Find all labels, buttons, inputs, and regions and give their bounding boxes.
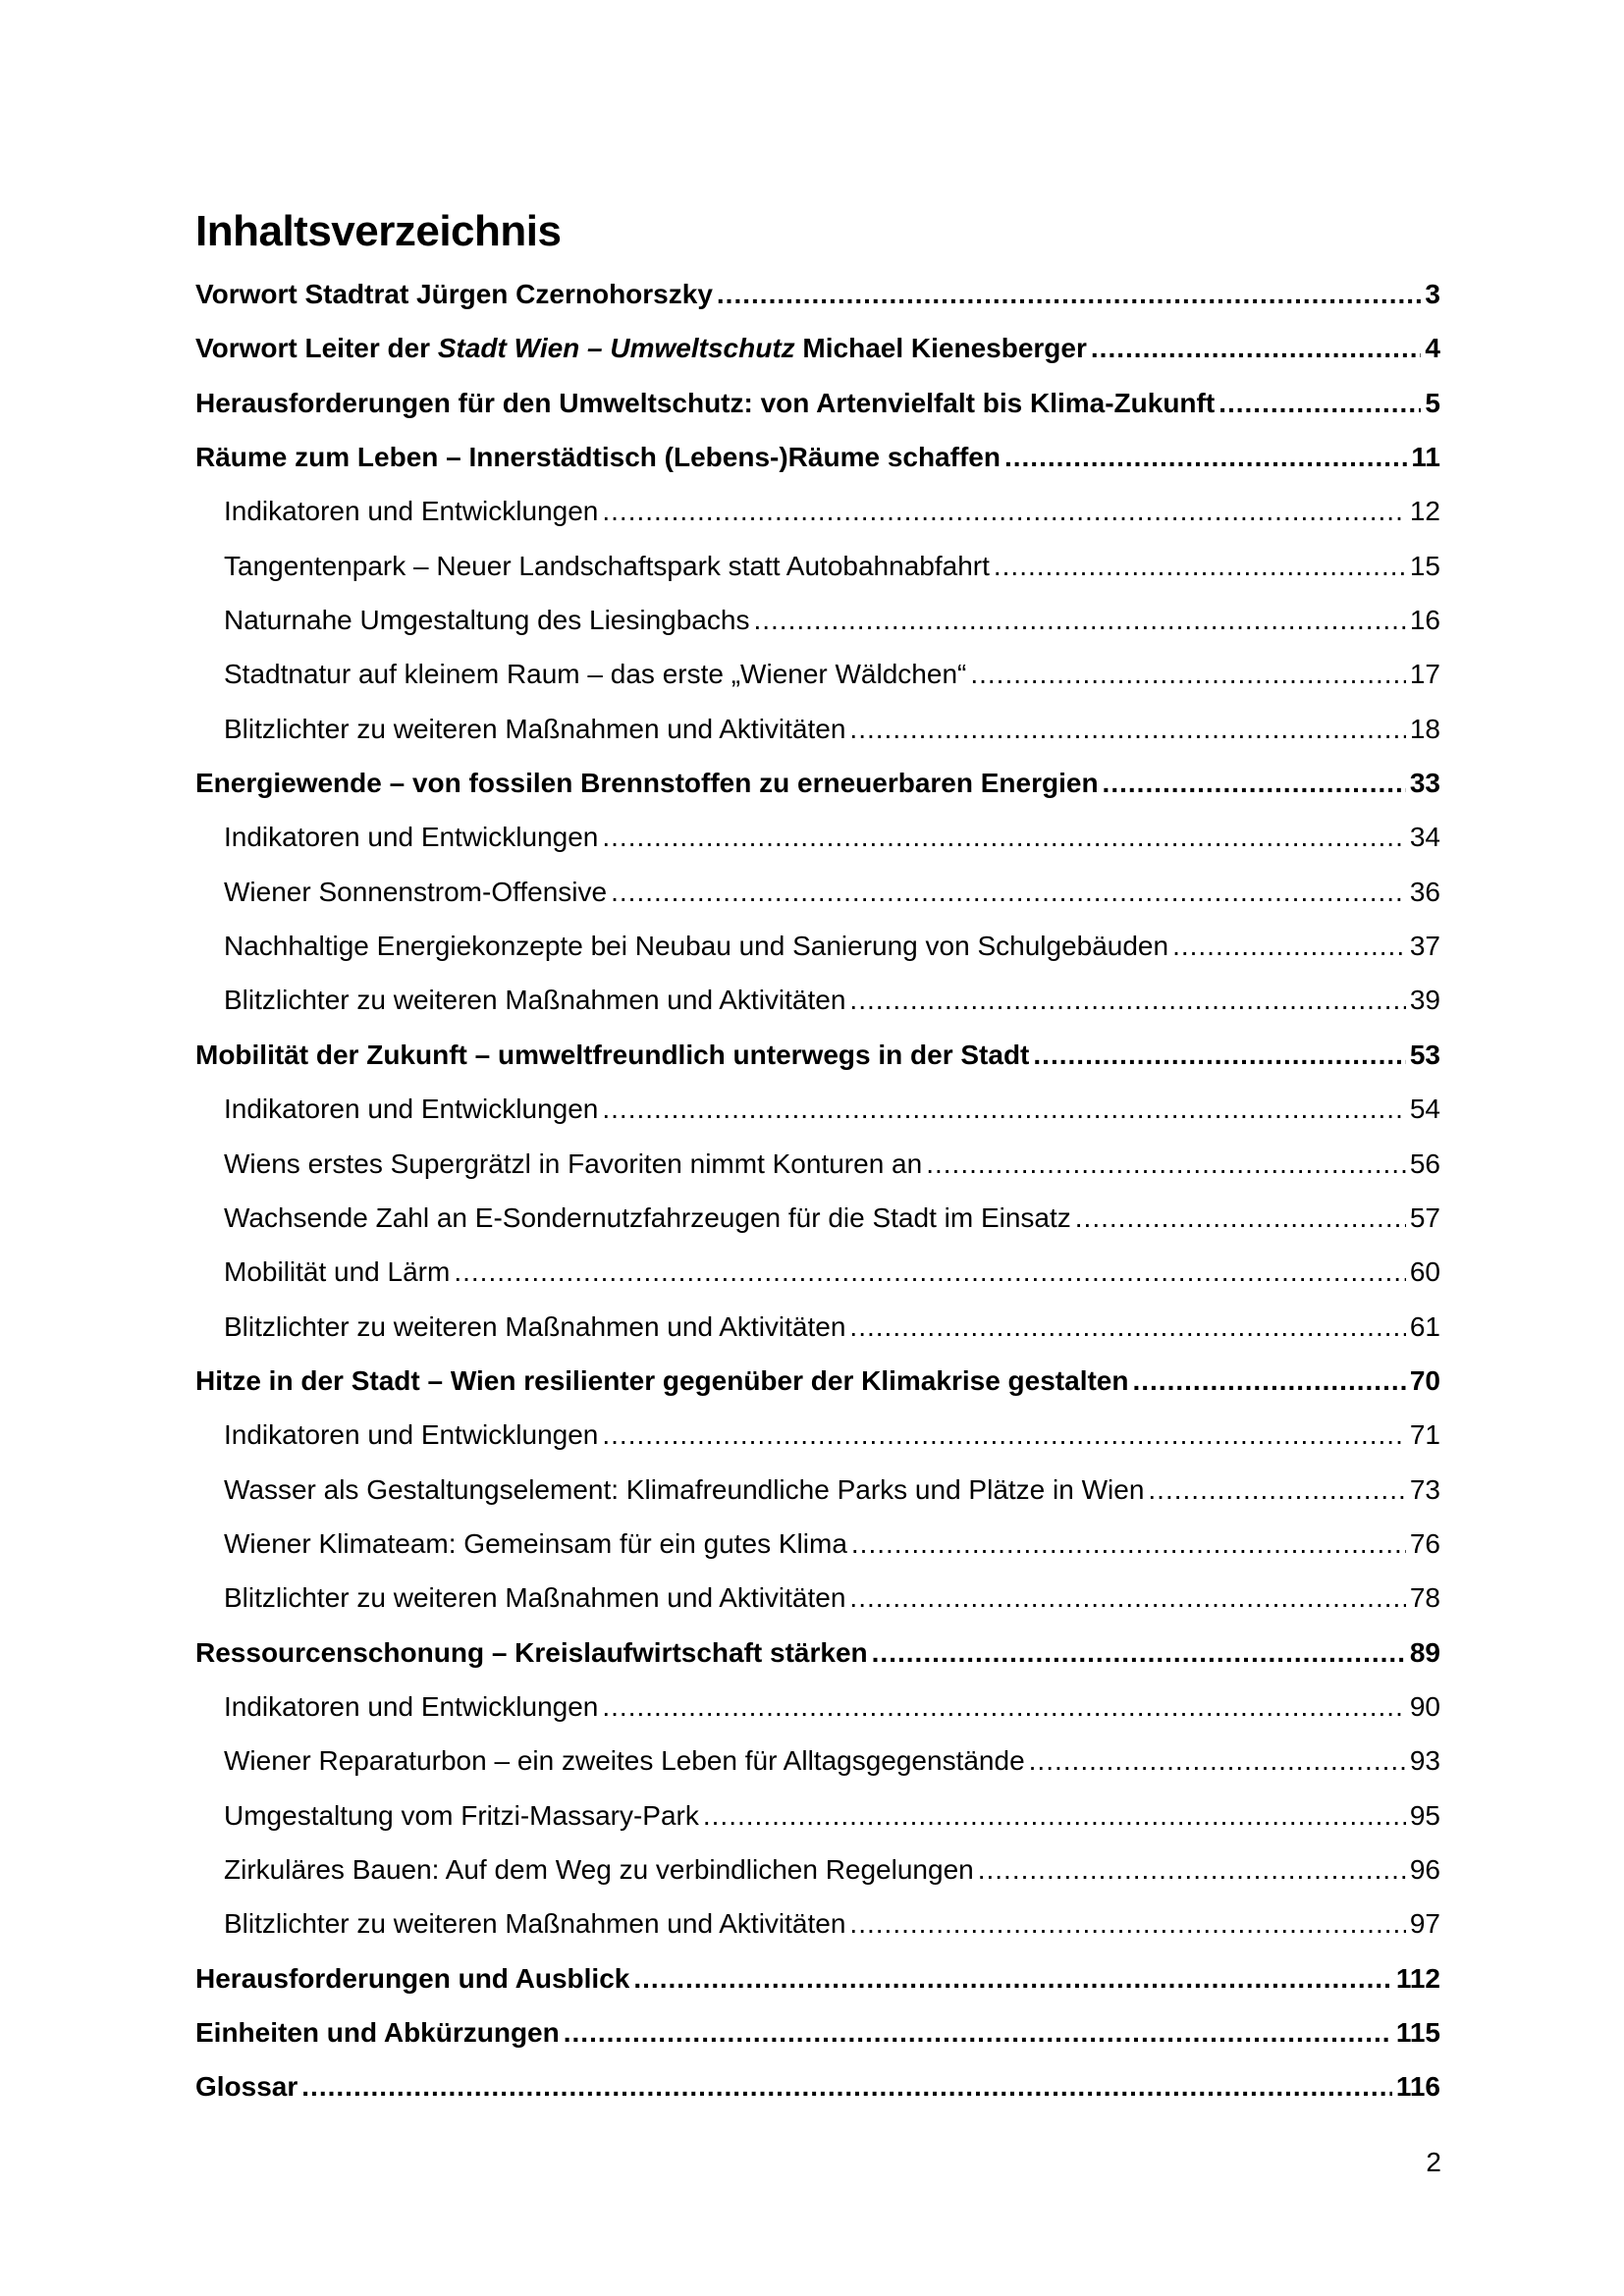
- toc-section-entry[interactable]: [195, 1245, 1440, 1299]
- dot-leader: [602, 1408, 1405, 1462]
- toc-entry-page: 39: [1409, 985, 1440, 1016]
- toc-entry-page: 89: [1409, 1636, 1440, 1668]
- toc-section-entry[interactable]: [195, 1734, 1440, 1788]
- toc-chapter-entry[interactable]: [195, 267, 1440, 321]
- dot-leader: [849, 973, 1405, 1027]
- toc-section-entry[interactable]: [195, 1842, 1440, 1896]
- dot-leader: [1033, 1028, 1405, 1082]
- toc-section-entry[interactable]: [195, 1463, 1440, 1517]
- dot-leader: [611, 865, 1406, 919]
- dot-leader: [602, 484, 1405, 538]
- dot-leader: [1103, 756, 1406, 810]
- toc-entry-page: 116: [1395, 2071, 1440, 2103]
- page-number: 2: [1426, 2147, 1441, 2177]
- toc-entry-title: Indikatoren und Entwicklungen: [224, 1690, 599, 1722]
- toc-entry-title: Indikatoren und Entwicklungen: [224, 1419, 599, 1451]
- toc-entry-title: Stadtnatur auf kleinem Raum – das erste „Wiener Wäldchen“: [224, 659, 967, 690]
- toc-entry-title: Räume zum Leben – Innerstädtisch (Lebens-)Räume schaffen: [195, 442, 1001, 473]
- toc-section-entry[interactable]: [195, 539, 1440, 593]
- dot-leader: [994, 539, 1406, 593]
- dot-leader: [1075, 1191, 1406, 1245]
- toc-section-entry[interactable]: [195, 810, 1440, 864]
- dot-leader: [602, 1680, 1405, 1734]
- dot-leader: [978, 1842, 1406, 1896]
- toc-entry-title: Blitzlichter zu weiteren Maßnahmen und Aktivitäten: [224, 1310, 846, 1342]
- toc-entry-page: 115: [1395, 2017, 1440, 2048]
- dot-leader: [1091, 321, 1422, 375]
- dot-leader: [849, 1300, 1405, 1354]
- toc-entry-page: 17: [1409, 659, 1440, 690]
- toc-entry-title-part: Vorwort Leiter der: [195, 333, 438, 364]
- toc-chapter-entry[interactable]: [195, 1028, 1440, 1082]
- toc-entry-title: Blitzlichter zu weiteren Maßnahmen und Aktivitäten: [224, 713, 846, 744]
- toc-entry-title: Wiens erstes Supergrätzl in Favoriten nimmt Konturen an: [224, 1148, 923, 1179]
- toc-entry-title: Tangentenpark – Neuer Landschaftspark statt Autobahnabfahrt: [224, 550, 990, 581]
- toc-section-entry[interactable]: [195, 973, 1440, 1027]
- toc-entry-page: 112: [1395, 1962, 1440, 1994]
- toc-section-entry[interactable]: [195, 1082, 1440, 1136]
- toc-entry-page: 34: [1409, 822, 1440, 853]
- toc-entry-page: 12: [1409, 496, 1440, 527]
- toc-section-entry[interactable]: [195, 1896, 1440, 1950]
- toc-entry-page: 60: [1409, 1256, 1440, 1288]
- toc-entry-page: 54: [1409, 1094, 1440, 1125]
- toc-chapter-entry[interactable]: [195, 756, 1440, 810]
- dot-leader: [602, 810, 1405, 864]
- dot-leader: [851, 1517, 1406, 1571]
- toc-entry-title: Vorwort Stadtrat Jürgen Czernohorszky: [195, 279, 713, 309]
- toc-chapter-entry[interactable]: [195, 430, 1440, 484]
- toc-entry-title: [195, 321, 1087, 375]
- toc-entry-page: 96: [1409, 1853, 1440, 1885]
- toc-entry-page: 3: [1425, 279, 1440, 309]
- toc-entry-page: 18: [1409, 713, 1440, 744]
- toc-entry-title: Blitzlichter zu weiteren Maßnahmen und Aktivitäten: [224, 1582, 846, 1614]
- toc-entry-title: Naturnahe Umgestaltung des Liesingbachs: [224, 605, 750, 636]
- toc-entry-title: Wachsende Zahl an E-Sondernutzfahrzeugen für die Stadt im Einsatz: [224, 1201, 1071, 1233]
- toc-entry-page: 76: [1409, 1527, 1440, 1559]
- document-page: [195, 196, 1440, 2114]
- toc-entry-title: Blitzlichter zu weiteren Maßnahmen und Aktivitäten: [224, 985, 846, 1016]
- toc-entry-title: Hitze in der Stadt – Wien resilienter gegenüber der Klimakrise gestalten: [195, 1364, 1129, 1396]
- toc-entry-page: 16: [1409, 605, 1440, 636]
- toc-entry-page: 78: [1409, 1582, 1440, 1614]
- toc-section-entry[interactable]: [195, 1571, 1440, 1625]
- dot-leader: [872, 1626, 1406, 1680]
- dot-leader: [1132, 1354, 1405, 1408]
- toc-chapter-entry[interactable]: [195, 2059, 1440, 2113]
- toc-section-entry[interactable]: [195, 1408, 1440, 1462]
- toc-entry-title: Wiener Klimateam: Gemeinsam für ein gutes Klima: [224, 1527, 847, 1559]
- toc-section-entry[interactable]: [195, 1300, 1440, 1354]
- dot-leader: [970, 647, 1406, 701]
- dot-leader: [849, 702, 1405, 756]
- toc-entry-page: 53: [1409, 1039, 1440, 1070]
- toc-chapter-entry[interactable]: [195, 1951, 1440, 2005]
- toc-entry-page: 90: [1409, 1690, 1440, 1722]
- toc-chapter-entry[interactable]: [195, 2005, 1440, 2059]
- toc-entry-page: 61: [1409, 1310, 1440, 1342]
- dot-leader: [1218, 376, 1421, 430]
- toc-section-entry[interactable]: [195, 1137, 1440, 1191]
- toc-entry-page: 95: [1409, 1799, 1440, 1831]
- toc-chapter-entry[interactable]: [195, 321, 1440, 375]
- dot-leader: [753, 593, 1405, 647]
- toc-entry-title: Herausforderungen und Ausblick: [195, 1962, 630, 1994]
- toc-entry-title: Umgestaltung vom Fritzi-Massary-Park: [224, 1799, 699, 1831]
- toc-entry-page: 56: [1409, 1148, 1440, 1179]
- table-of-contents: [195, 267, 1440, 2114]
- toc-entry-title: Indikatoren und Entwicklungen: [224, 496, 599, 527]
- toc-entry-title: Nachhaltige Energiekonzepte bei Neubau und Sanierung von Schulgebäuden: [224, 931, 1169, 962]
- toc-entry-title: Energiewende – von fossilen Brennstoffen zu erneuerbaren Energien: [195, 768, 1099, 799]
- toc-entry-title: Herausforderungen für den Umweltschutz: von Artenvielfalt bis Klima-Zukunft: [195, 387, 1216, 418]
- toc-section-entry[interactable]: [195, 647, 1440, 701]
- toc-section-entry[interactable]: [195, 1789, 1440, 1842]
- dot-leader: [703, 1789, 1406, 1842]
- toc-entry-title: Blitzlichter zu weiteren Maßnahmen und Aktivitäten: [224, 1908, 846, 1940]
- dot-leader: [602, 1082, 1405, 1136]
- dot-leader: [1172, 919, 1406, 973]
- toc-entry-page: 15: [1409, 550, 1440, 581]
- toc-entry-page: 37: [1409, 931, 1440, 962]
- dot-leader: [1148, 1463, 1405, 1517]
- toc-entry-page: 33: [1409, 768, 1440, 799]
- dot-leader: [717, 267, 1422, 321]
- dot-leader: [301, 2059, 1392, 2113]
- toc-entry-page: 11: [1411, 442, 1440, 473]
- toc-entry-page: 57: [1409, 1201, 1440, 1233]
- toc-entry-page: 97: [1409, 1908, 1440, 1940]
- toc-chapter-entry[interactable]: [195, 1626, 1440, 1680]
- toc-entry-title: Ressourcenschonung – Kreislaufwirtschaft stärken: [195, 1636, 868, 1668]
- dot-leader: [849, 1571, 1405, 1625]
- toc-chapter-entry[interactable]: [195, 1354, 1440, 1408]
- toc-entry-title: Glossar: [195, 2071, 298, 2103]
- toc-entry-title: Indikatoren und Entwicklungen: [224, 1094, 599, 1125]
- toc-section-entry[interactable]: [195, 484, 1440, 538]
- dot-leader: [564, 2005, 1392, 2059]
- dot-leader: [1004, 430, 1407, 484]
- dot-leader: [454, 1245, 1406, 1299]
- toc-entry-title-italic: Stadt Wien – Umweltschutz: [437, 333, 795, 364]
- toc-entry-title: Einheiten und Abkürzungen: [195, 2017, 560, 2048]
- toc-entry-title: Zirkuläres Bauen: Auf dem Weg zu verbindlichen Regelungen: [224, 1853, 974, 1885]
- toc-heading: Inhaltsverzeichnis: [195, 207, 562, 255]
- toc-entry-title: Wiener Sonnenstrom-Offensive: [224, 876, 608, 907]
- toc-section-entry[interactable]: [195, 1517, 1440, 1571]
- toc-entry-title: Wasser als Gestaltungselement: Klimafreundliche Parks und Plätze in Wien: [224, 1473, 1145, 1505]
- toc-entry-page: 93: [1409, 1745, 1440, 1777]
- toc-chapter-entry[interactable]: [195, 376, 1440, 430]
- toc-entry-page: 4: [1425, 333, 1440, 364]
- toc-entry-title: Mobilität der Zukunft – umweltfreundlich unterwegs in der Stadt: [195, 1039, 1030, 1070]
- toc-section-entry[interactable]: [195, 1680, 1440, 1734]
- dot-leader: [1029, 1734, 1406, 1788]
- dot-leader: [633, 1951, 1391, 2005]
- toc-entry-page: 71: [1409, 1419, 1440, 1451]
- dot-leader: [926, 1137, 1406, 1191]
- toc-entry-page: 36: [1409, 876, 1440, 907]
- toc-entry-page: 5: [1425, 387, 1440, 418]
- toc-entry-title: Wiener Reparaturbon – ein zweites Leben für Alltagsgegenstände: [224, 1745, 1025, 1777]
- toc-entry-title: Mobilität und Lärm: [224, 1256, 451, 1288]
- toc-entry-page: 70: [1409, 1364, 1440, 1396]
- toc-entry-title: Indikatoren und Entwicklungen: [224, 822, 599, 853]
- toc-entry-page: 73: [1409, 1473, 1440, 1505]
- dot-leader: [849, 1896, 1405, 1950]
- toc-section-entry[interactable]: [195, 702, 1440, 756]
- toc-section-entry[interactable]: [195, 593, 1440, 647]
- toc-section-entry[interactable]: [195, 865, 1440, 919]
- toc-section-entry[interactable]: [195, 919, 1440, 973]
- toc-section-entry[interactable]: [195, 1191, 1440, 1245]
- toc-entry-title-part: Michael Kienesberger: [794, 333, 1087, 364]
